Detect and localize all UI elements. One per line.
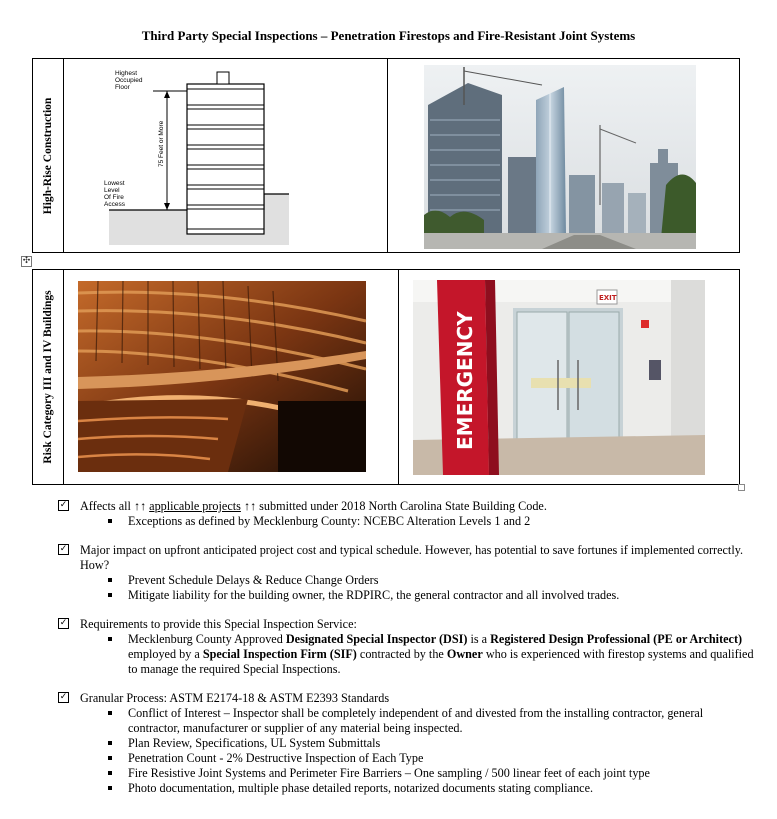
risk-category-row-label: Risk Category III and IV Buildings (42, 290, 54, 464)
sub-item: Prevent Schedule Delays & Reduce Change Orders (80, 573, 758, 588)
checkbox-icon: ✓ (59, 618, 68, 628)
height-label: 75 Feet or More (158, 120, 165, 167)
sub-item: Conflict of Interest – Inspector shall be completely independent of and divested from the installing contractor, general contractor, manufacturer or supplier of any material being inspected. (80, 706, 758, 736)
high-rise-row-label: High-Rise Construction (42, 97, 54, 214)
sub-item: Mitigate liability for the building owner, the RDPIRC, the general contractor and all involved trades. (80, 588, 758, 603)
checkbox-icon: ✓ (59, 544, 68, 554)
exit-sign: EXIT (599, 294, 617, 302)
table-move-handle[interactable]: ✣ (22, 256, 31, 266)
document-title: Third Party Special Inspections – Penetration Firestops and Fire-Resistant Joint Systems (141, 28, 636, 43)
auditorium-photo (78, 281, 366, 472)
up-arrows-icon: ↑↑ (133, 499, 147, 513)
list-item: ✓ Affects all ↑↑ applicable projects ↑↑ submitted under 2018 North Carolina State Building Code. Exceptions as defined by Mecklenburg County: NCEBC Alteration Levels 1 and 2 (58, 499, 758, 529)
top-label-2: Occupied (115, 77, 143, 84)
table-resize-handle[interactable] (738, 484, 745, 491)
bottom-label-1: Lowest (104, 180, 125, 187)
svg-text:Lowest Level Of Fi (104, 180, 126, 208)
list-item: ✓ Requirements to provide this Special Inspection Service: Mecklenburg County Approved Designated Special Inspector (DSI) is a Registered Design Professional (PE or Architect) employed by a Special Inspection Firm (SIF) contracted by the Owner who is experienced with firestop systems and qualified to manage the required Special Inspections. (58, 617, 758, 677)
list-item: ✓ Major impact on upfront anticipated project cost and typical schedule. However, has potential to save fortunes if implemented correctly. How? Prevent Schedule Delays & Reduce Change Orders Mitigate liability for the building owner, the RDPIRC, the general contractor and all involved trades. (58, 543, 758, 603)
svg-text:Highest Occupied F (115, 70, 144, 91)
sub-item: Exceptions as defined by Mecklenburg County: NCEBC Alteration Levels 1 and 2 (80, 514, 758, 529)
sub-item: Penetration Count - 2% Destructive Inspection of Each Type (80, 751, 758, 766)
top-label-1: Highest (115, 70, 138, 77)
up-arrows-icon: ↑↑ (243, 499, 257, 513)
checkbox-icon: ✓ (59, 500, 68, 510)
emergency-entrance-photo (413, 280, 705, 475)
emergency-sign-text: EMERGENCY (453, 311, 477, 450)
sub-item: Mecklenburg County Approved Designated Special Inspector (DSI) is a Registered Design Professional (PE or Architect) employed by a Special Inspection Firm (SIF) contracted by the Owner who is experienced with firestop systems and qualified to manage the required Special Inspections. (80, 632, 758, 677)
top-label-3: Floor (115, 84, 130, 91)
bottom-label-4: Access (104, 201, 125, 208)
applicable-projects-link[interactable]: applicable projects (149, 499, 241, 513)
risk-category-table (32, 269, 740, 485)
high-rise-diagram (104, 67, 289, 245)
high-rise-table (32, 58, 740, 253)
checkbox-icon: ✓ (59, 692, 68, 702)
sub-item: Plan Review, Specifications, UL System Submittals (80, 736, 758, 751)
list-item: ✓ Granular Process: ASTM E2174-18 & ASTM E2393 Standards Conflict of Interest – Inspector shall be completely independent of and divested from the installing contractor, general contractor, manufacturer or supplier of any material being inspected. Plan Review, Specifications, UL System Submittals Penetration Count - 2% Destructive Inspection of Each Type Fire Resistive Joint Systems and Perimeter Fire Barriers – One sampling / 500 linear feet of each joint type Photo documentation, multiple phase detailed reports, notarized documents stating compliance. (58, 691, 758, 796)
bottom-label-3: Of Fire (104, 194, 124, 201)
sub-item: Fire Resistive Joint Systems and Perimeter Fire Barriers – One sampling / 500 linear feet of each joint type (80, 766, 758, 781)
sub-item: Photo documentation, multiple phase detailed reports, notarized documents stating compliance. (80, 781, 758, 796)
skyline-photo (424, 65, 696, 249)
bullet-list (58, 499, 758, 810)
bottom-label-2: Level (104, 187, 120, 194)
